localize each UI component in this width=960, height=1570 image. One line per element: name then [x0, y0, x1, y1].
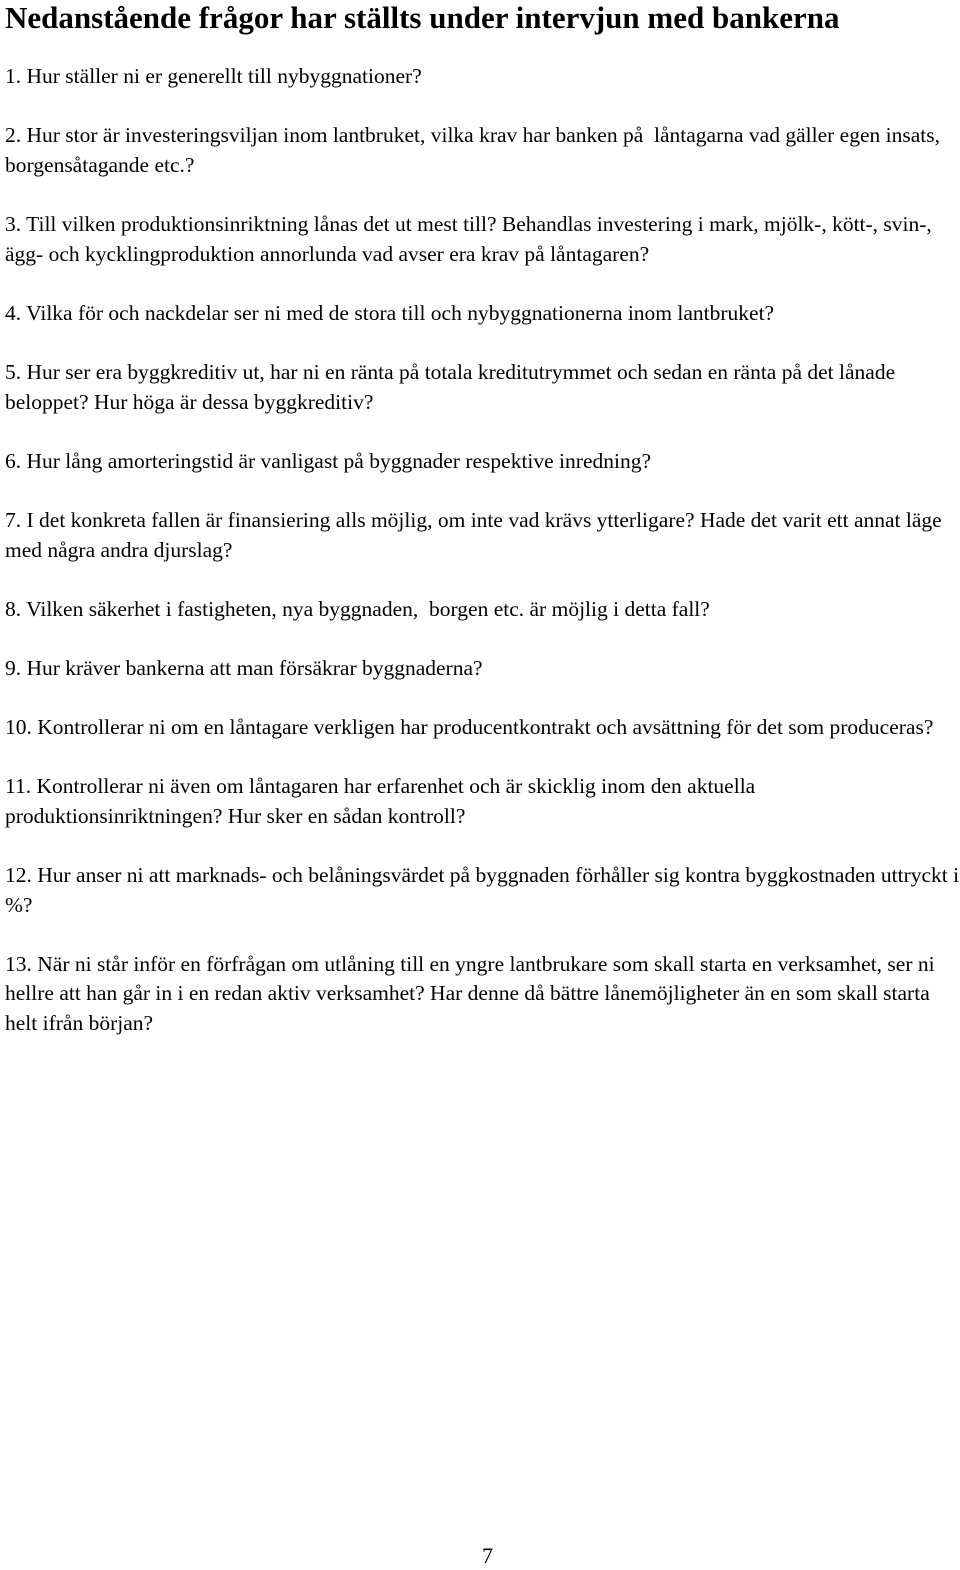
- question-11: 11. Kontrollerar ni även om låntagaren har erfarenhet och är skicklig inom den aktuella produktionsinriktningen? Hur sker en sådan kontroll?: [5, 774, 761, 828]
- document-heading: Nedanstående frågor har ställts under intervjun med bankerna: [5, 0, 840, 35]
- question-7: 7. I det konkreta fallen är finansiering alls möjlig, om inte vad krävs ytterligare? Hade det varit ett annat läge med några andra djurslag?: [5, 507, 948, 562]
- question-8: 8. Vilken säkerhet i fastigheten, nya byggnaden, borgen etc. är möjlig i detta fall?: [5, 596, 710, 621]
- question-9: 9. Hur kräver bankerna att man försäkrar byggnaderna?: [5, 655, 483, 680]
- question-5: 5. Hur ser era byggkreditiv ut, har ni en ränta på totala kreditutrymmet och sedan en ränta på det lånade beloppet? Hur höga är dessa byggkreditiv?: [5, 359, 901, 414]
- question-3: 3. Till vilken produktionsinriktning lånas det ut mest till? Behandlas investering i mark, mjölk-, kött-, svin-, ägg- och kycklingproduktion annorlunda vad avser era krav på låntagaren?: [5, 211, 938, 266]
- question-10: 10. Kontrollerar ni om en låntagare verkligen har producentkontrakt och avsättning för det som produceras?: [5, 715, 934, 740]
- question-list: [5, 62, 960, 1068]
- question-4: 4. Vilka för och nackdelar ser ni med de stora till och nybyggnationerna inom lantbruket?: [5, 300, 775, 325]
- question-2: 2. Hur stor är investeringsviljan inom lantbruket, vilka krav har banken på låntagarna vad gäller egen insats, borgensåtagande etc.?: [5, 123, 946, 177]
- question-1: 1. Hur ställer ni er generellt till nybyggnationer?: [5, 64, 422, 88]
- question-6: 6. Hur lång amorteringstid är vanligast på byggnader respektive inredning?: [5, 448, 651, 473]
- question-12: 12. Hur anser ni att marknads- och belåningsvärdet på byggnaden förhåller sig kontra byggkostnaden uttryckt i %?: [5, 863, 960, 917]
- question-13: 13. När ni står inför en förfrågan om utlåning till en yngre lantbrukare som skall starta en verksamhet, ser ni hellre att han går in i en redan aktiv verksamhet? Har denne då bättre lånemöjligheter än en som skall starta helt ifrån början?: [5, 951, 940, 1035]
- page-number: 7: [482, 1543, 493, 1568]
